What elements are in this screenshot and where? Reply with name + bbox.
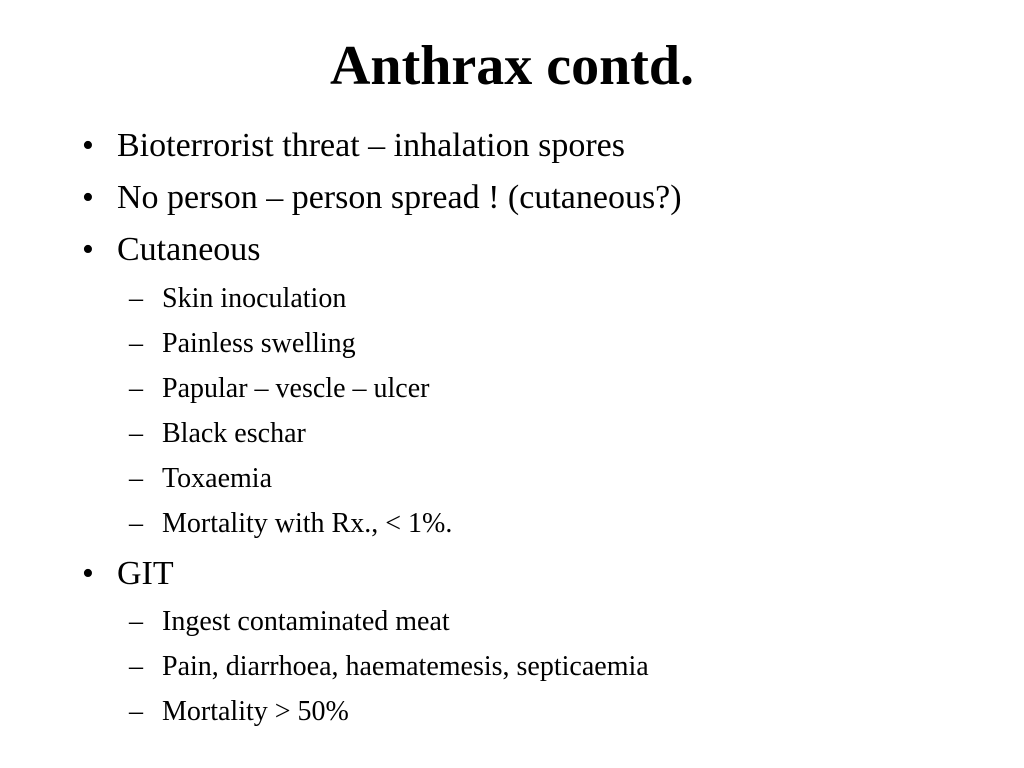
dash-marker: – xyxy=(129,418,143,449)
sub-bullet-text: Ingest contaminated meat xyxy=(162,606,450,637)
sub-bullet-text: Pain, diarrhoea, haematemesis, septicaemia xyxy=(162,651,649,682)
bullet-marker: • xyxy=(82,127,94,164)
sub-bullet-text: Skin inoculation xyxy=(162,283,347,314)
dash-marker: – xyxy=(129,283,143,314)
sub-bullet-text: Painless swelling xyxy=(162,328,356,359)
bullet-text: No person – person spread ! (cutaneous?) xyxy=(117,179,682,216)
bullet-marker: • xyxy=(82,231,94,268)
sub-bullet-text: Mortality > 50% xyxy=(162,696,349,727)
sub-bullet-text: Black eschar xyxy=(162,418,306,449)
sub-bullet-text: Papular – vescle – ulcer xyxy=(162,373,430,404)
dash-marker: – xyxy=(129,508,143,539)
dash-marker: – xyxy=(129,328,143,359)
dash-marker: – xyxy=(129,463,143,494)
sub-bullet-text: Mortality with Rx., < 1%. xyxy=(162,508,453,539)
dash-marker: – xyxy=(129,651,143,682)
dash-marker: – xyxy=(129,696,143,727)
sub-bullet-text: Toxaemia xyxy=(162,463,272,494)
bullet-text: Cutaneous xyxy=(117,231,261,268)
bullet-marker: • xyxy=(82,179,94,216)
bullet-text: Bioterrorist threat – inhalation spores xyxy=(117,127,625,164)
dash-marker: – xyxy=(129,606,143,637)
bullet-marker: • xyxy=(82,555,94,592)
dash-marker: – xyxy=(129,373,143,404)
bullet-text: GIT xyxy=(117,555,174,592)
slide-title: Anthrax contd. xyxy=(329,35,695,97)
